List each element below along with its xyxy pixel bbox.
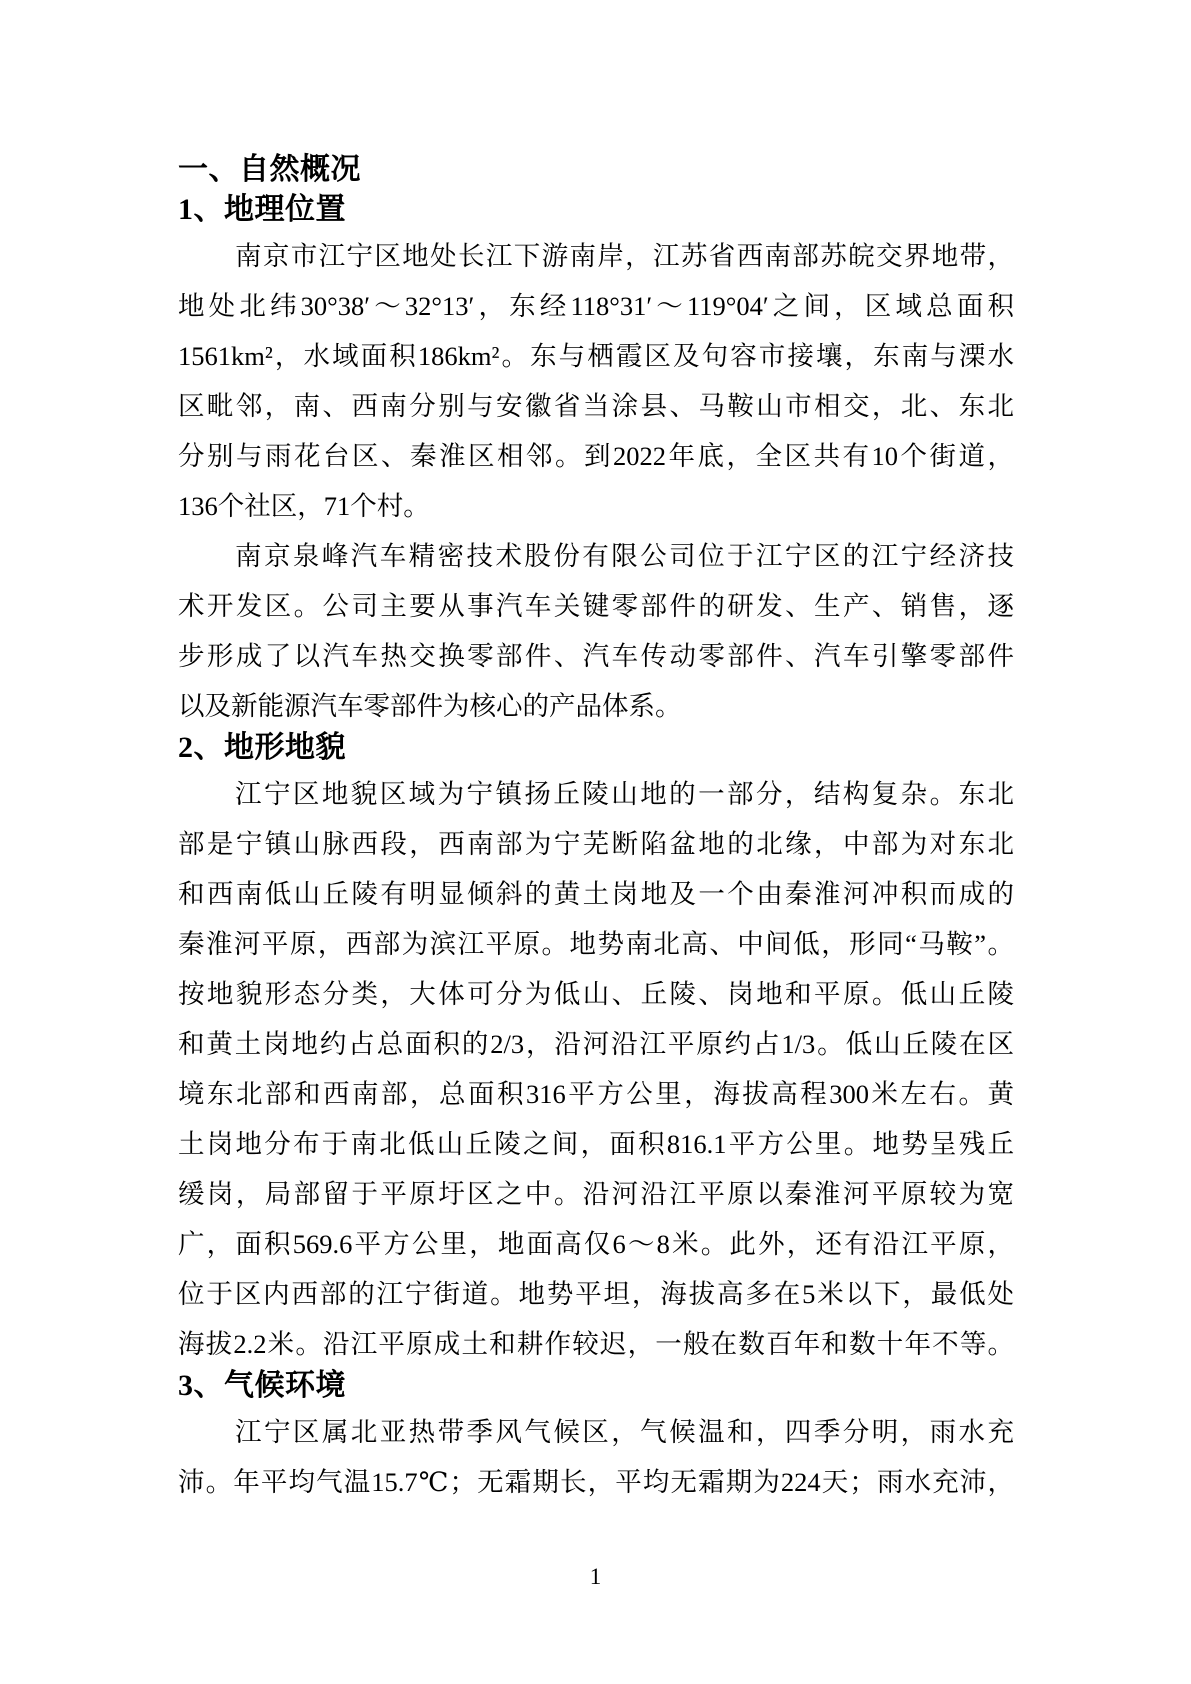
text-line: 区毗邻，南、西南分别与安徽省当涂县、马鞍山市相交，北、东北 [178, 391, 1014, 421]
text-line: 南京泉峰汽车精密技术股份有限公司位于江宁区的江宁经济技 [235, 541, 1014, 571]
text-line: 缓岗，局部留于平原圩区之中。沿河沿江平原以秦淮河平原较为宽 [178, 1179, 1014, 1209]
section-heading-terrain: 2、地形地貌 [178, 731, 346, 764]
text-line: 和西南低山丘陵有明显倾斜的黄土岗地及一个由秦淮河冲积而成的 [178, 879, 1014, 909]
page-number: 1 [589, 1564, 602, 1589]
document-body [178, 153, 1014, 1507]
text-line: 1561km²，水域面积186km²。东与栖霞区及句容市接壤，东南与溧水 [178, 341, 1014, 371]
text-line: 广，面积569.6平方公里，地面高仅6～8米。此外，还有沿江平原， [178, 1229, 1014, 1259]
text-line: 土岗地分布于南北低山丘陵之间，面积816.1平方公里。地势呈残丘 [178, 1129, 1014, 1159]
text-line: 部是宁镇山脉西段，西南部为宁芜断陷盆地的北缘，中部为对东北 [178, 829, 1014, 859]
text-line: 以及新能源汽车零部件为核心的产品体系。 [178, 691, 682, 721]
document-title: 一、自然概况 [178, 153, 361, 186]
text-line: 沛。年平均气温15.7℃；无霜期长，平均无霜期为224天；雨水充沛， [178, 1467, 1014, 1497]
text-line: 步形成了以汽车热交换零部件、汽车传动零部件、汽车引擎零部件 [178, 641, 1014, 671]
text-line: 海拔2.2米。沿江平原成土和耕作较迟，一般在数百年和数十年不等。 [178, 1329, 1014, 1359]
text-line: 位于区内西部的江宁街道。地势平坦，海拔高多在5米以下，最低处 [178, 1279, 1014, 1309]
text-line: 境东北部和西南部，总面积316平方公里，海拔高程300米左右。黄 [178, 1079, 1014, 1109]
text-line: 按地貌形态分类，大体可分为低山、丘陵、岗地和平原。低山丘陵 [178, 979, 1014, 1009]
text-line: 分别与雨花台区、秦淮区相邻。到2022年底，全区共有10个街道， [178, 441, 1014, 471]
text-line: 地处北纬30°38′～32°13′，东经118°31′～119°04′之间，区域总面积 [178, 291, 1014, 321]
text-line: 江宁区地貌区域为宁镇扬丘陵山地的一部分，结构复杂。东北 [235, 779, 1014, 809]
text-line: 和黄土岗地约占总面积的2/3，沿河沿江平原约占1/3。低山丘陵在区 [178, 1029, 1014, 1059]
text-line: 南京市江宁区地处长江下游南岸，江苏省西南部苏皖交界地带， [235, 241, 1014, 271]
text-line: 136个社区，71个村。 [178, 491, 430, 521]
text-line: 江宁区属北亚热带季风气候区，气候温和，四季分明，雨水充 [235, 1417, 1014, 1447]
section-heading-geography: 1、地理位置 [178, 193, 346, 226]
section-heading-climate: 3、气候环境 [178, 1369, 346, 1402]
text-line: 秦淮河平原，西部为滨江平原。地势南北高、中间低，形同“马鞍”。 [178, 929, 1014, 959]
text-line: 术开发区。公司主要从事汽车关键零部件的研发、生产、销售，逐 [178, 591, 1014, 621]
